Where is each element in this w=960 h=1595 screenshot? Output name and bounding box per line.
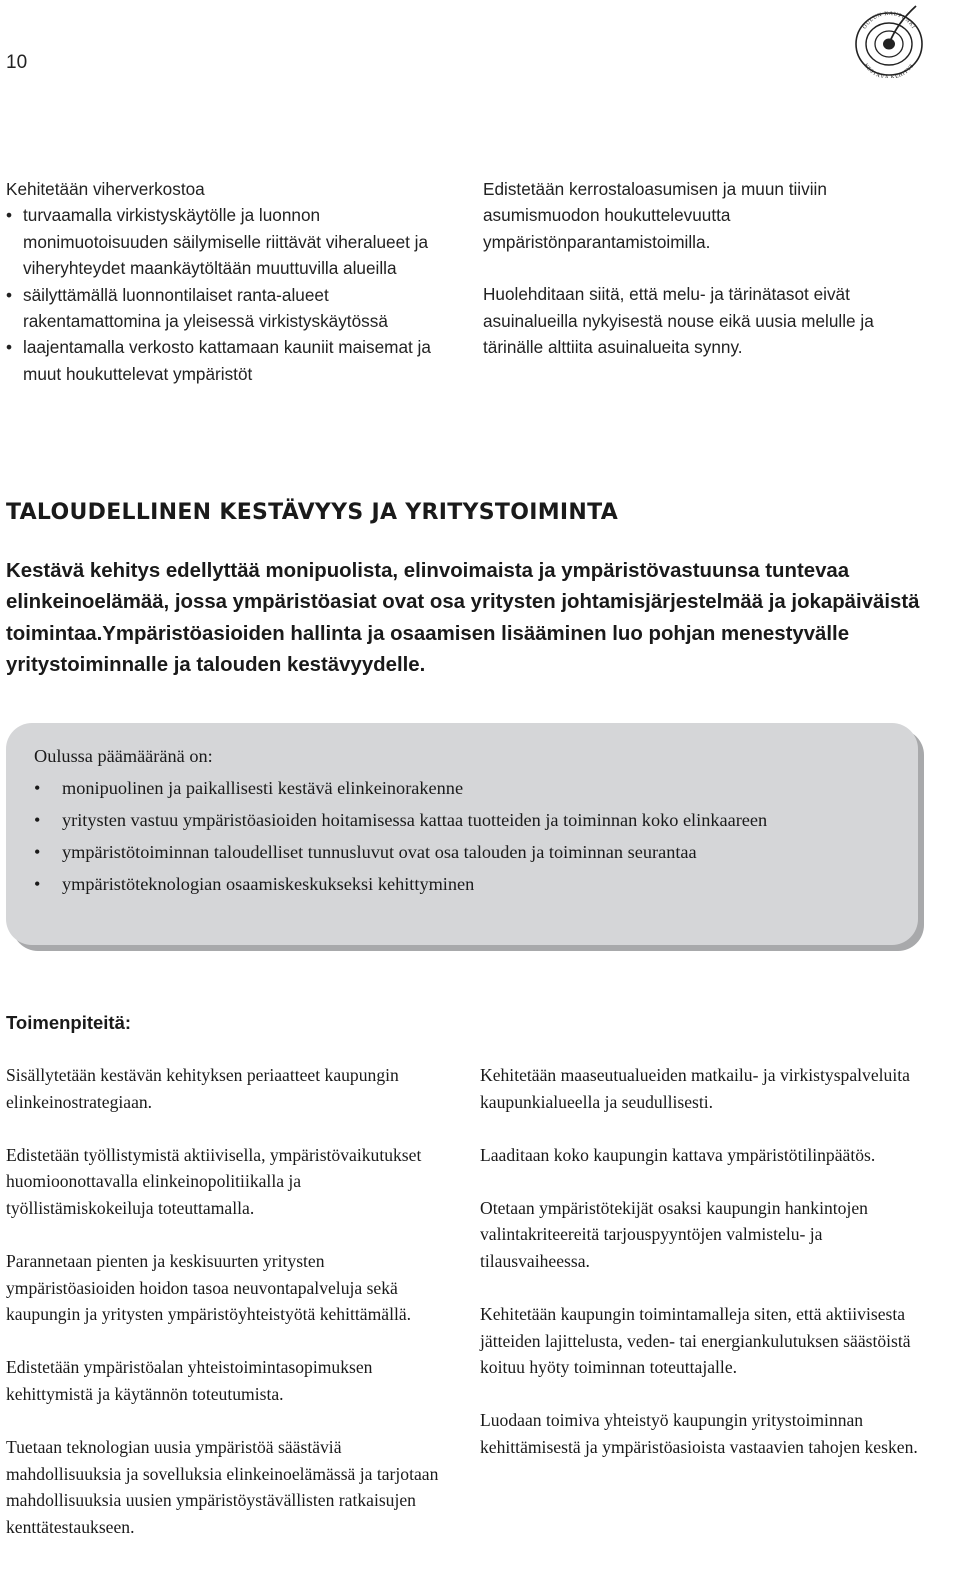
section-lead: Kestävä kehitys edellyttää monipuolista, elinvoimaista ja ympäristövastuunsa tuntevaa elinkeinoelämää, jossa ympäristöasiat ovat osa yritysten johtamisjärjestelmää ja jokapäiväistä toimintaa.Ympäristöasioiden hallinta ja osaamisen lisääminen luo pohjan menestyvälle yritystoiminnalle ja talouden kestävyydelle. — [6, 560, 920, 676]
section-heading: TALOUDELLINEN KESTÄVYYS JA YRITYSTOIMINTA — [6, 500, 619, 525]
measure-paragraph: Edistetään ympäristöalan yhteistoimintasopimuksen kehittymistä ja käytännön toteutumista. — [6, 1357, 373, 1404]
measure-paragraph: Luodaan toimiva yhteistyö kaupungin yritystoiminnan kehittämisestä ja ympäristöasioista vastaavien tahojen kesken. — [480, 1410, 918, 1457]
goals-title: Oulussa päämääränä on: — [34, 746, 213, 766]
measure-paragraph: Parannetaan pienten ja keskisuurten yritysten ympäristöasioiden hoidon tasoa neuvontapalveluja sekä kaupungin ja yritysten ympäristöyhteistyötä kehittämällä. — [6, 1250, 412, 1325]
list-item: • ympäristöteknologian osaamiskeskukseksi kehittyminen — [34, 871, 882, 898]
intro-paragraph: Huolehditaan siitä, että melu- ja tärinätasot eivät asuinalueilla nykyisestä nouse eikä uusia melulle ja tärinälle alttiita asuinalueita synny. — [483, 284, 874, 358]
goals-list — [34, 775, 882, 898]
measures-title: Toimenpiteitä: — [6, 1012, 132, 1033]
intro-lead-in: Kehitetään viherverkostoa — [6, 179, 205, 199]
list-item: • yritysten vastuu ympäristöasioiden hoitamisessa kattaa tuotteiden ja toiminnan koko elinkaareen — [34, 807, 882, 834]
intro-left-column — [6, 176, 452, 387]
measure-paragraph: Kehitetään maaseutualueiden matkailu- ja virkistyspalveluita kaupunkialueella ja seudullisesti. — [480, 1065, 910, 1112]
measures-left-column — [6, 1062, 446, 1567]
list-item: • turvaamalla virkistyskäytölle ja luonnon monimuotoisuuden säilymiselle riittävät viheralueet ja viheryhteydet maankäytöltään muuttuvilla alueilla — [6, 202, 452, 281]
logo-text-top: OULUN KAUPUNKI — [861, 10, 917, 31]
measure-paragraph: Kehitetään kaupungin toimintamalleja siten, että aktiivisesta jätteiden lajittelusta, veden- tai energiankulutuksen säästöistä koituu hyöty toiminnan toteuttajalle. — [480, 1304, 911, 1378]
logo-text-bottom: KESTÄVÄ KEHITYS — [862, 62, 916, 78]
measure-paragraph: Sisällytetään kestävän kehityksen periaatteet kaupungin elinkeinostrategiaan. — [6, 1065, 399, 1112]
page-number: 10 — [6, 52, 28, 73]
measure-paragraph: Otetaan ympäristötekijät osaksi kaupungin hankintojen valintakriteereitä tarjouspyyntöjen valmistelu- ja tilausvaiheessa. — [480, 1197, 868, 1271]
intro-right-column — [483, 176, 938, 360]
list-item: • monipuolinen ja paikallisesti kestävä elinkeinorakenne — [34, 775, 882, 802]
intro-paragraph: Edistetään kerrostaloasumisen ja muun tiiviin asumismuodon houkuttelevuutta ympäristönparantamistoimilla. — [483, 179, 827, 252]
measures-right-column — [480, 1062, 920, 1487]
measure-paragraph: Edistetään työllistymistä aktiivisella, ympäristövaikutukset huomioonottavalla elinkeinopolitiikalla ja työllistämiskokeiluja toteuttamalla. — [6, 1144, 422, 1218]
goals-box — [6, 723, 918, 945]
list-item: • säilyttämällä luonnontilaiset ranta-alueet rakentamattomina ja yleisessä virkistyskäytössä — [6, 282, 452, 335]
measure-paragraph: Tuetaan teknologian uusia ympäristöä säästäviä mahdollisuuksia ja sovelluksia elinkeinoelämässä ja tarjotaan mahdollisuuksia uusien ympäristöystävällisten ratkaisujen kenttätestaukseen. — [6, 1436, 439, 1537]
city-sustainability-logo-icon — [850, 2, 928, 78]
intro-bullet-list — [6, 202, 452, 387]
measure-paragraph: Laaditaan koko kaupungin kattava ympäristötilinpäätös. — [480, 1144, 876, 1165]
list-item: • laajentamalla verkosto kattamaan kauniit maisemat ja muut houkuttelevat ympäristöt — [6, 334, 452, 387]
list-item: • ympäristötoiminnan taloudelliset tunnusluvut ovat osa talouden ja toiminnan seurantaa — [34, 839, 882, 866]
